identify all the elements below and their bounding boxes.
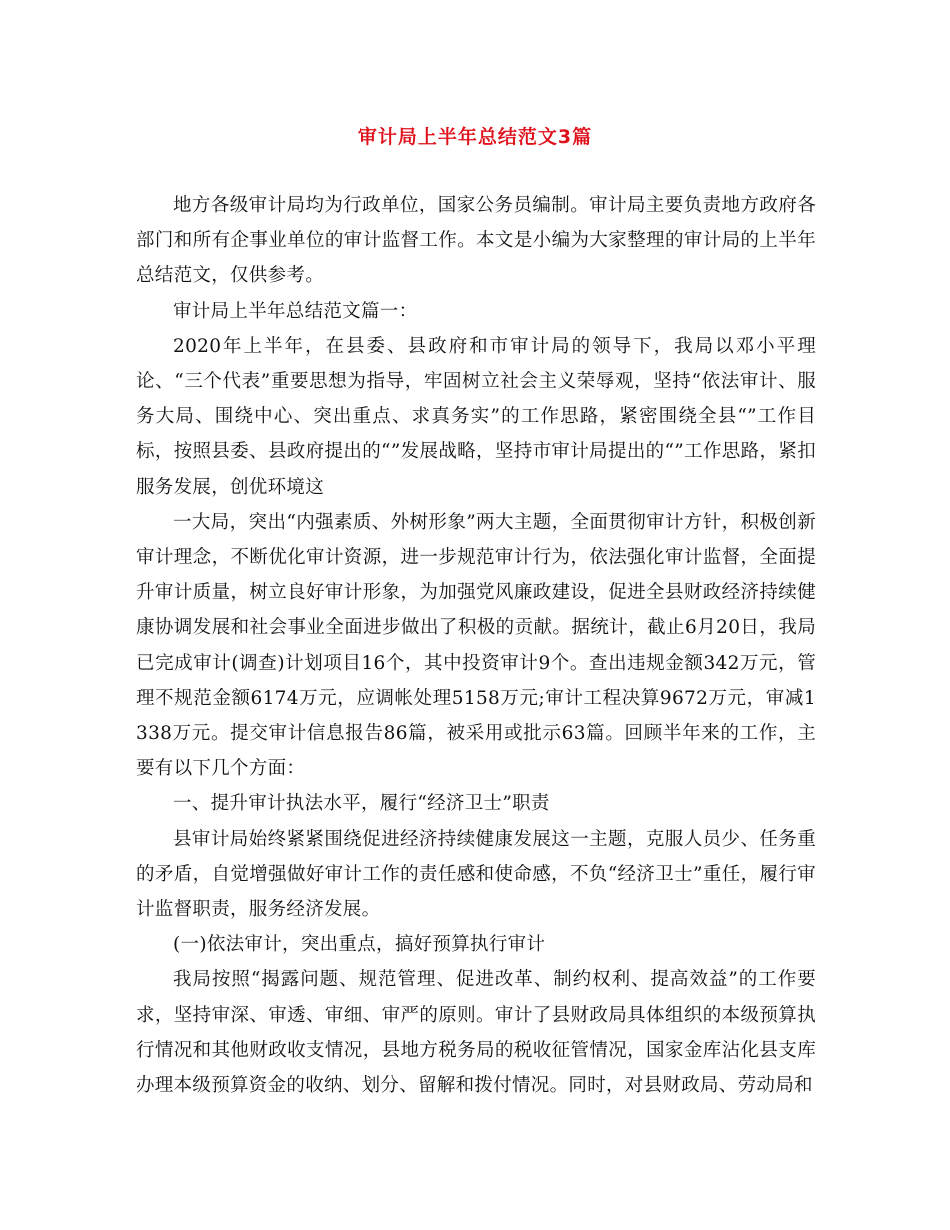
- paragraph-subheading: 一、提升审计执法水平，履行“经济卫士”职责: [173, 793, 550, 815]
- paragraph: 2020年上半年，在县委、县政府和市审计局的领导下，我局以邓小平理论、“三个代表”重要思想为指导，牢固树立社会主义荣辱观，坚持“依法审计、服务大局、围绕中心、突出重点、求真务实”的工作思路，紧密围绕全县“”工作目标，按照县委、县政府提出的“”发展战略，坚持市审计局提出的“”工作思路，紧扣服务发展，创优环境这: [136, 335, 816, 498]
- document-body: [136, 188, 816, 1103]
- paragraph: 县审计局始终紧紧围绕促进经济持续健康发展这一主题，克服人员少、任务重的矛盾，自觉增强做好审计工作的责任感和使命感，不负“经济卫士”重任，履行审计监督职责，服务经济发展。: [136, 828, 816, 921]
- paragraph: 我局按照“揭露问题、规范管理、促进改革、制约权利、提高效益”的工作要求，坚持审深、审透、审细、审严的原则。审计了县财政局具体组织的本级预算执行情况和其他财政收支情况，县地方税务局的税收征管情况，国家金库沾化县支库办理本级预算资金的收纳、划分、留解和拨付情况。同时，对县财政局、劳动局和: [136, 969, 816, 1097]
- paragraph-subheading: (一)依法审计，突出重点，搞好预算执行审计: [173, 934, 546, 956]
- paragraph-intro: 地方各级审计局均为行政单位，国家公务员编制。审计局主要负责地方政府各部门和所有企事业单位的审计监督工作。本文是小编为大家整理的审计局的上半年总结范文，仅供参考。: [136, 195, 816, 287]
- paragraph-section-heading: 审计局上半年总结范文篇一：: [173, 300, 418, 322]
- paragraph: 一大局，突出“内强素质、外树形象”两大主题，全面贯彻审计方针，积极创新审计理念，不断优化审计资源，进一步规范审计行为，依法强化审计监督，全面提升审计质量，树立良好审计形象，为加强党风廉政建设，促进全县财政经济持续健康协调发展和社会事业全面进步做出了积极的贡献。据统计，截止6月20日，我局已完成审计(调查)计划项目16个，其中投资审计9个。查出违规金额342万元，管理不规范金额6174万元，应调帐处理5158万元;审计工程决算9672万元，审减1338万元。提交审计信息报告86篇，被采用或批示63篇。回顾半年来的工作，主要有以下几个方面：: [136, 511, 816, 780]
- document-title: 审计局上半年总结范文3篇: [357, 126, 593, 148]
